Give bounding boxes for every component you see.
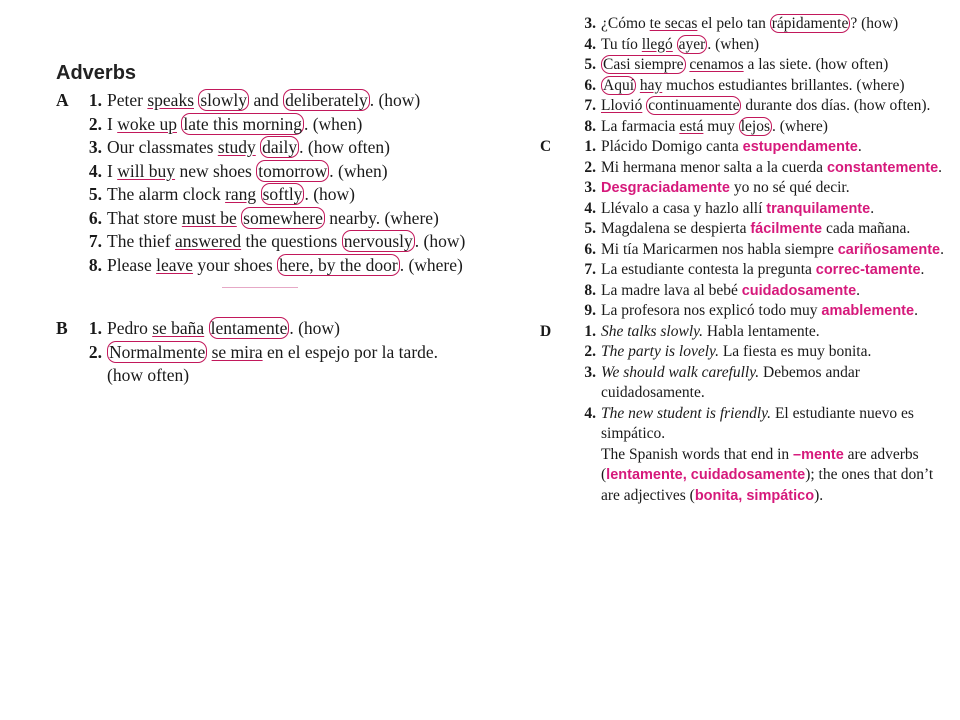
section-label [540, 281, 560, 302]
answer-adverb: constantemente [826, 159, 939, 176]
section-label [540, 363, 560, 404]
verb-underline: se baña [152, 318, 205, 338]
text-segment: Plácido Domigo canta [601, 138, 743, 155]
english-sentence: The new student is friendly. [601, 404, 772, 422]
exercise-item [56, 160, 476, 184]
adverb-circle: here, by the door [279, 254, 398, 275]
english-sentence: We should walk carefully. [601, 363, 760, 381]
item-text [107, 89, 476, 113]
text-segment: La fiesta es muy bonita. [718, 343, 872, 360]
section-label [56, 136, 80, 160]
item-number: 3. [584, 15, 596, 32]
answer-adverb: correc-tamente [815, 262, 921, 278]
item-text [601, 96, 952, 117]
section-label [56, 207, 80, 231]
adverb-circle: lejos [740, 117, 771, 135]
text-segment: . (when) [329, 160, 388, 181]
verb-underline: leave [156, 254, 194, 275]
section-label: C [540, 138, 552, 155]
exercise-item [540, 219, 952, 240]
section-label [56, 341, 80, 388]
adverb-circle: somewhere [243, 207, 323, 228]
item-number: 8. [88, 254, 102, 275]
text-segment: La profesora nos explicó todo muy [601, 302, 822, 319]
item-number: 1. [584, 322, 596, 340]
text-segment: . (how) [304, 184, 355, 204]
section-label [56, 160, 80, 184]
section-label [56, 183, 80, 207]
text-segment: Pedro [107, 318, 153, 338]
text-segment: . [914, 302, 918, 319]
section-label [56, 254, 80, 278]
adverb-circle: lentamente [210, 318, 288, 338]
verb-underline: study [217, 137, 256, 157]
exercise-item [540, 35, 952, 56]
text-segment: Our classmates [107, 137, 218, 157]
adverb-circle: Aquí [603, 76, 634, 94]
item-number: 7. [88, 231, 102, 251]
exercise-item [540, 322, 952, 343]
section-label [540, 14, 560, 35]
left-column [56, 60, 476, 388]
item-number: 4. [584, 199, 596, 217]
text-segment: your shoes [193, 254, 278, 275]
item-number: 5. [584, 220, 596, 237]
item-text [107, 183, 476, 207]
summary-note [540, 445, 952, 507]
section-label [540, 96, 560, 117]
text-segment: ? (how) [850, 15, 899, 32]
exercise-item [56, 136, 476, 160]
text-segment: . (how) [289, 318, 340, 338]
item-number: 6. [88, 207, 102, 228]
text-segment: muchos estudiantes brillantes. (where) [662, 76, 905, 94]
item-number: 3. [584, 363, 596, 381]
verb-underline: está [679, 117, 704, 135]
item-text [107, 341, 476, 388]
section-label: A [56, 90, 69, 110]
item-number: 7. [584, 261, 596, 278]
text-segment: . (how) [414, 231, 466, 251]
verb-underline: rang [225, 184, 257, 204]
item-number: 6. [584, 240, 596, 258]
exercise-item [56, 317, 476, 341]
answer-adverb: fácilmente [750, 221, 823, 237]
section-label [540, 55, 560, 76]
item-text [601, 178, 952, 199]
exercise-item [540, 281, 952, 302]
exercise-item [540, 178, 952, 199]
text-segment: nearby. (where) [324, 207, 439, 228]
text-segment: Mi hermana menor salta a la cuerda [601, 158, 827, 176]
text-segment: Peter [107, 90, 148, 110]
item-text [107, 317, 476, 341]
adverb-circle: continuamente [648, 97, 740, 114]
text-segment: ); the ones that don’t are adjectives ( [601, 466, 934, 504]
exercise-item [56, 113, 476, 137]
section-label [540, 301, 560, 322]
section-label [540, 240, 560, 261]
exercise-item [56, 89, 476, 113]
item-text [601, 35, 952, 56]
exercise-item [540, 404, 952, 445]
item-text [601, 55, 952, 76]
text-segment: a las siete. (how often) [743, 56, 889, 73]
exercise-item [56, 341, 476, 388]
text-segment: . [940, 240, 944, 258]
item-text [601, 342, 952, 363]
answer-adverb: –mente [793, 446, 844, 463]
exercise-item [540, 363, 952, 404]
item-number: 2. [584, 343, 596, 360]
exercise-item [540, 342, 952, 363]
section-label [540, 260, 560, 281]
verb-underline: woke up [117, 113, 177, 134]
item-text [601, 219, 952, 240]
exercise-item [540, 199, 952, 220]
section-c [540, 137, 952, 322]
exercise-item [540, 158, 952, 179]
text-segment: ). [814, 486, 824, 504]
item-text [601, 14, 952, 35]
english-sentence: She talks slowly. [601, 322, 704, 340]
answer-adverb: bonita, simpático [694, 487, 815, 504]
adverb-circle: rápidamente [771, 15, 849, 32]
adverb-circle: late this morning [183, 113, 302, 134]
text-segment: . (when) [303, 113, 363, 134]
section-label [540, 219, 560, 240]
right-column [540, 14, 952, 506]
verb-underline: cenamos [689, 56, 744, 73]
item-text [601, 260, 952, 281]
item-number: 8. [584, 117, 596, 135]
item-number: 1. [88, 318, 102, 338]
item-number: 4. [88, 160, 102, 181]
text-segment: ¿Cómo [601, 15, 650, 32]
text-segment: yo no sé qué decir. [729, 179, 850, 196]
section-a-continued [540, 14, 952, 137]
item-text [601, 301, 952, 322]
section-spacer [56, 277, 476, 317]
text-segment: the questions [241, 231, 342, 251]
section-label [540, 76, 560, 97]
text-segment: . (how) [369, 90, 421, 110]
item-text [601, 199, 952, 220]
text-segment: Mi tía Maricarmen nos habla siempre [601, 240, 838, 258]
text-segment: . [920, 261, 925, 278]
section-label [540, 199, 560, 220]
verb-underline: hay [639, 76, 663, 94]
exercise-item [540, 14, 952, 35]
item-text [107, 113, 476, 137]
exercise-item [540, 301, 952, 322]
item-number: 5. [584, 56, 596, 73]
english-sentence: The party is lovely. [601, 343, 719, 360]
text-segment: La farmacia [601, 117, 680, 135]
item-text [107, 160, 476, 184]
adverb-circle: Casi siempre [603, 56, 684, 73]
answer-adverb: tranquilamente [766, 200, 871, 217]
item-text [601, 137, 952, 158]
verb-underline: Llovió [601, 97, 643, 114]
text-segment: The Spanish words that end in [601, 445, 794, 463]
item-number: 3. [584, 179, 596, 196]
text-segment: durante dos días. (how often). [741, 97, 931, 114]
exercise-item [540, 137, 952, 158]
section-label [540, 342, 560, 363]
text-segment: The alarm clock [107, 184, 226, 204]
exercise-item [540, 260, 952, 281]
verb-underline: must be [181, 207, 237, 228]
text-segment: . [870, 199, 875, 217]
adverb-circle: slowly [200, 90, 248, 110]
exercise-item [56, 183, 476, 207]
adverb-circle: Normalmente [109, 341, 206, 362]
text-segment: El estudiante nuevo es simpático. [601, 404, 914, 442]
item-number: 3. [88, 137, 102, 157]
page-title: Adverbs [56, 62, 137, 84]
text-segment: La madre lava al bebé [601, 281, 742, 299]
section-label: B [56, 318, 68, 338]
divider-line [222, 287, 298, 288]
text-segment: new shoes [175, 160, 257, 181]
answer-adverb: cuidadosamente [741, 282, 857, 299]
text-segment: . [938, 158, 943, 176]
section-label [540, 117, 560, 138]
section-d [540, 322, 952, 507]
exercise-item [56, 254, 476, 278]
item-number: 2. [584, 158, 596, 176]
answer-adverb: amablemente [821, 303, 915, 319]
text-segment: Magdalena se despierta [601, 220, 751, 237]
verb-underline: llegó [641, 35, 673, 53]
text-segment: I [107, 160, 118, 181]
exercise-item [56, 230, 476, 254]
indent [540, 445, 560, 507]
section-label [56, 230, 80, 254]
adverb-circle: ayer [678, 35, 706, 53]
item-number: 7. [584, 97, 596, 114]
text-segment: Debemos andar cuidadosamente. [601, 363, 860, 401]
exercise-item [540, 240, 952, 261]
item-number: 4. [584, 404, 596, 422]
item-text [107, 254, 476, 278]
item-number: 5. [88, 184, 102, 204]
item-number: 6. [584, 76, 596, 94]
item-text [107, 136, 476, 160]
answer-adverb: estupendamente [742, 139, 858, 155]
verb-underline: will buy [117, 160, 176, 181]
indent [560, 445, 601, 507]
answer-adverb: lentamente, cuidadosamente [606, 467, 806, 483]
item-text [601, 76, 952, 97]
text-segment: . [856, 281, 861, 299]
verb-underline: answered [175, 231, 242, 251]
text-segment: en el espejo por la tarde. (how often) [107, 341, 439, 385]
item-number: 1. [88, 90, 102, 110]
item-number: 8. [584, 281, 596, 299]
exercise-item [540, 76, 952, 97]
adverb-circle: nervously [343, 231, 413, 251]
item-text [107, 230, 476, 254]
section-label [540, 404, 560, 445]
exercise-item [56, 207, 476, 231]
text-segment: . (where) [772, 117, 828, 135]
item-text [601, 404, 952, 445]
text-segment: cada mañana. [822, 220, 911, 237]
verb-underline: te secas [649, 15, 698, 32]
item-number: 2. [88, 341, 102, 362]
section-label [540, 158, 560, 179]
item-text [601, 322, 952, 343]
text-segment: . (where) [399, 254, 463, 275]
text-segment: The thief [107, 231, 176, 251]
answer-adverb: cariñosamente [837, 241, 941, 258]
text-segment: I [107, 113, 118, 134]
item-text [601, 363, 952, 404]
item-number: 1. [584, 138, 596, 155]
exercise-item [540, 117, 952, 138]
exercise-item [540, 96, 952, 117]
item-text [601, 158, 952, 179]
section-label [540, 35, 560, 56]
adverb-circle: tomorrow [258, 160, 328, 181]
section-a [56, 89, 476, 277]
item-text [601, 240, 952, 261]
item-text [107, 207, 476, 231]
adverb-circle: daily [262, 137, 298, 157]
answer-adverb: Desgraciadamente [601, 180, 730, 196]
text-segment: are adverbs ( [601, 445, 919, 483]
text-segment: . (how often) [299, 137, 391, 157]
item-number: 4. [584, 35, 596, 53]
verb-underline: speaks [147, 90, 194, 110]
text-segment: el pelo tan [697, 15, 770, 32]
text-segment: Tu tío [601, 35, 642, 53]
text-segment: Habla lentamente. [703, 322, 820, 340]
text-segment: That store [107, 207, 182, 228]
text-segment: muy [703, 117, 739, 135]
text-segment: . (when) [707, 35, 759, 53]
item-text [601, 117, 952, 138]
text-segment [204, 318, 208, 338]
text-segment: and [249, 90, 284, 110]
exercise-item [540, 55, 952, 76]
item-number: 9. [584, 302, 596, 319]
section-label [56, 113, 80, 137]
note-text [601, 445, 952, 507]
text-segment: Llévalo a casa y hazlo allí [601, 199, 767, 217]
text-segment [256, 184, 260, 204]
text-segment: La estudiante contesta la pregunta [601, 261, 816, 278]
section-b [56, 317, 476, 388]
verb-underline: se mira [211, 341, 263, 362]
adverb-circle: deliberately [285, 90, 368, 110]
adverb-circle: softly [262, 184, 303, 204]
item-text [601, 281, 952, 302]
section-label [540, 178, 560, 199]
section-label: D [540, 322, 552, 340]
text-segment: . [857, 138, 862, 155]
item-number: 2. [88, 113, 102, 134]
text-segment: Please [107, 254, 157, 275]
